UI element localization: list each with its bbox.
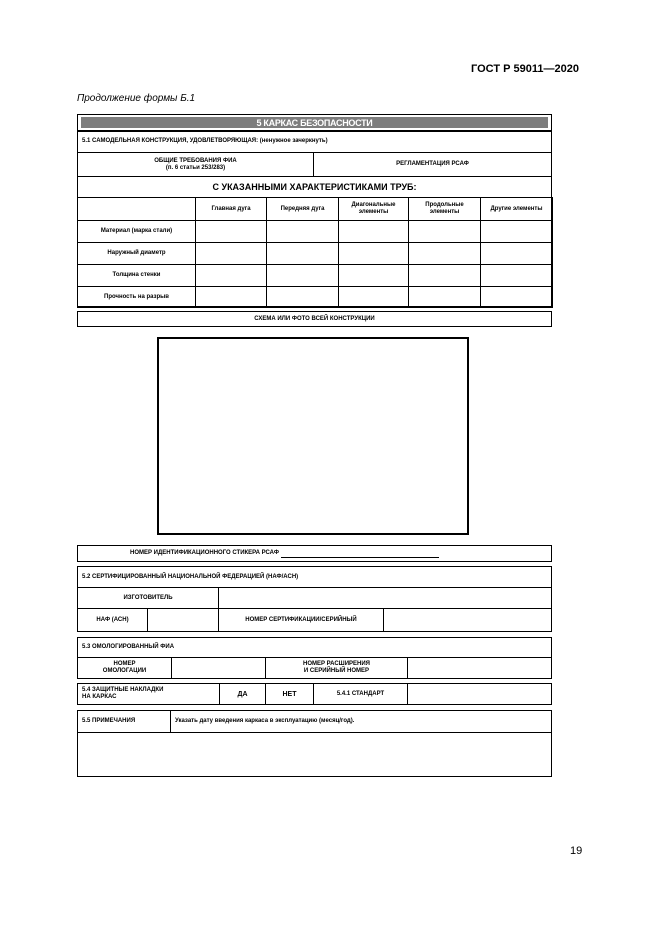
sticker-row	[77, 545, 552, 562]
input-cell[interactable]	[409, 221, 481, 243]
column-header: Главная дуга	[196, 198, 267, 221]
input-cell[interactable]	[409, 287, 481, 308]
pipes-table-header	[78, 198, 553, 221]
continuation-note: Продолжение формы Б.1	[77, 93, 196, 104]
cert-number-label: НОМЕР СЕРТИФИКАЦИИ/СЕРИЙНЫЙ	[245, 616, 357, 623]
row-5-1-label: 5.1 САМОДЕЛЬНАЯ КОНСТРУКЦИЯ, УДОВЛЕТВОРЯЮЩАЯ: (ненужное зачеркнуть)	[82, 138, 328, 144]
naf-label-cell	[77, 608, 148, 632]
section-title: 5 КАРКАС БЕЗОПАСНОСТИ	[81, 117, 548, 128]
input-cell[interactable]	[339, 221, 409, 243]
column-header: Продольные элементы	[409, 198, 481, 221]
no-option[interactable]	[265, 683, 314, 705]
homologation-label-1: НОМЕР	[113, 661, 136, 667]
input-cell[interactable]	[267, 221, 339, 243]
input-cell[interactable]	[339, 243, 409, 265]
homologation-label-cell	[77, 657, 172, 679]
homologation-input[interactable]	[171, 657, 266, 679]
table-row	[78, 265, 553, 287]
page-number: 19	[570, 845, 583, 857]
column-header: Другие элементы	[481, 198, 553, 221]
manufacturer-label-cell	[77, 587, 219, 609]
table-row	[78, 221, 553, 243]
row-5-4-label-cell	[77, 683, 220, 705]
input-cell[interactable]	[409, 265, 481, 287]
scheme-heading-cell	[77, 311, 552, 327]
extension-label-1: НОМЕР РАСШИРЕНИЯ	[303, 661, 370, 667]
row-5-2-label: 5.2 СЕРТИФИЦИРОВАННЫЙ НАЦИОНАЛЬНОЙ ФЕДЕРАЦИЕЙ (НАФ/АСН)	[82, 573, 299, 580]
input-cell[interactable]	[481, 265, 553, 287]
extension-label-cell	[265, 657, 408, 679]
input-cell[interactable]	[481, 243, 553, 265]
row-5-3	[77, 637, 552, 658]
pipes-table	[77, 197, 553, 308]
row-header: Материал (марка стали)	[78, 221, 196, 243]
input-cell[interactable]	[267, 287, 339, 308]
table-row	[78, 287, 553, 308]
regulation-cell	[313, 152, 552, 177]
scheme-photo-area[interactable]	[157, 337, 469, 535]
input-cell[interactable]	[196, 221, 267, 243]
input-cell[interactable]	[196, 243, 267, 265]
yes-label: ДА	[237, 690, 248, 698]
pipes-heading-cell	[77, 176, 552, 198]
row-header: Наружный диаметр	[78, 243, 196, 265]
cert-number-input[interactable]	[383, 608, 552, 632]
manufacturer-input[interactable]	[218, 587, 552, 609]
input-cell[interactable]	[196, 265, 267, 287]
sticker-label: НОМЕР ИДЕНТИФИКАЦИОННОГО СТИКЕРА РСАФ	[130, 550, 279, 556]
standard-number: ГОСТ Р 59011—2020	[471, 63, 579, 75]
standard-input[interactable]	[407, 683, 552, 705]
row-5-4-label-1: 5.4 ЗАЩИТНЫЕ НАКЛАДКИ	[82, 687, 164, 693]
input-cell[interactable]	[481, 221, 553, 243]
no-label: НЕТ	[282, 690, 297, 698]
input-cell[interactable]	[409, 243, 481, 265]
row-5-3-label: 5.3 ОМОЛОГИРОВАННЫЙ ФИА	[82, 644, 175, 650]
sticker-number-line[interactable]	[281, 550, 439, 558]
row-5-2	[77, 566, 552, 588]
pipes-heading: С УКАЗАННЫМИ ХАРАКТЕРИСТИКАМИ ТРУБ:	[212, 181, 417, 192]
empty-header-cell	[78, 198, 196, 221]
row-header: Толщина стенки	[78, 265, 196, 287]
input-cell[interactable]	[267, 243, 339, 265]
standard-label: 5.4.1 СТАНДАРТ	[336, 690, 385, 697]
extension-input[interactable]	[407, 657, 552, 679]
general-requirements-line1: ОБЩИЕ ТРЕБОВАНИЯ ФИА	[154, 157, 237, 164]
section-title-bar	[77, 114, 552, 131]
notes-instruction: Указать дату введения каркаса в эксплуатацию (месяц/год).	[175, 718, 355, 724]
homologation-label-2: ОМОЛОГАЦИИ	[102, 668, 147, 674]
naf-input[interactable]	[147, 608, 219, 632]
column-header: Передняя дуга	[267, 198, 339, 221]
notes-instruction-cell	[170, 710, 552, 733]
notes-label-cell	[77, 710, 171, 733]
cert-number-label-cell	[218, 608, 384, 632]
scheme-heading: СХЕМА ИЛИ ФОТО ВСЕЙ КОНСТРУКЦИИ	[254, 315, 375, 322]
regulation-label: РЕГЛАМЕНТАЦИЯ РСАФ	[396, 161, 469, 167]
yes-option[interactable]	[219, 683, 266, 705]
standard-label-cell	[313, 683, 408, 705]
notes-input-area[interactable]	[78, 733, 551, 776]
input-cell[interactable]	[196, 287, 267, 308]
naf-label: НАФ (АСН)	[96, 616, 129, 623]
input-cell[interactable]	[267, 265, 339, 287]
input-cell[interactable]	[339, 287, 409, 308]
row-header: Прочность на разрыв	[78, 287, 196, 308]
extension-label-2: И СЕРИЙНЫЙ НОМЕР	[303, 668, 370, 674]
general-requirements-line2: (п. 6 статьи 253/283)	[165, 164, 226, 171]
general-requirements-cell	[77, 152, 314, 177]
row-5-4-label-2: НА КАРКАС	[82, 694, 117, 700]
input-cell[interactable]	[481, 287, 553, 308]
notes-label: 5.5 ПРИМЕЧАНИЯ	[82, 718, 136, 724]
row-5-1	[77, 131, 552, 153]
column-header: Диагональные элементы	[339, 198, 409, 221]
input-cell[interactable]	[339, 265, 409, 287]
manufacturer-label: ИЗГОТОВИТЕЛЬ	[123, 594, 173, 601]
table-row	[78, 243, 553, 265]
